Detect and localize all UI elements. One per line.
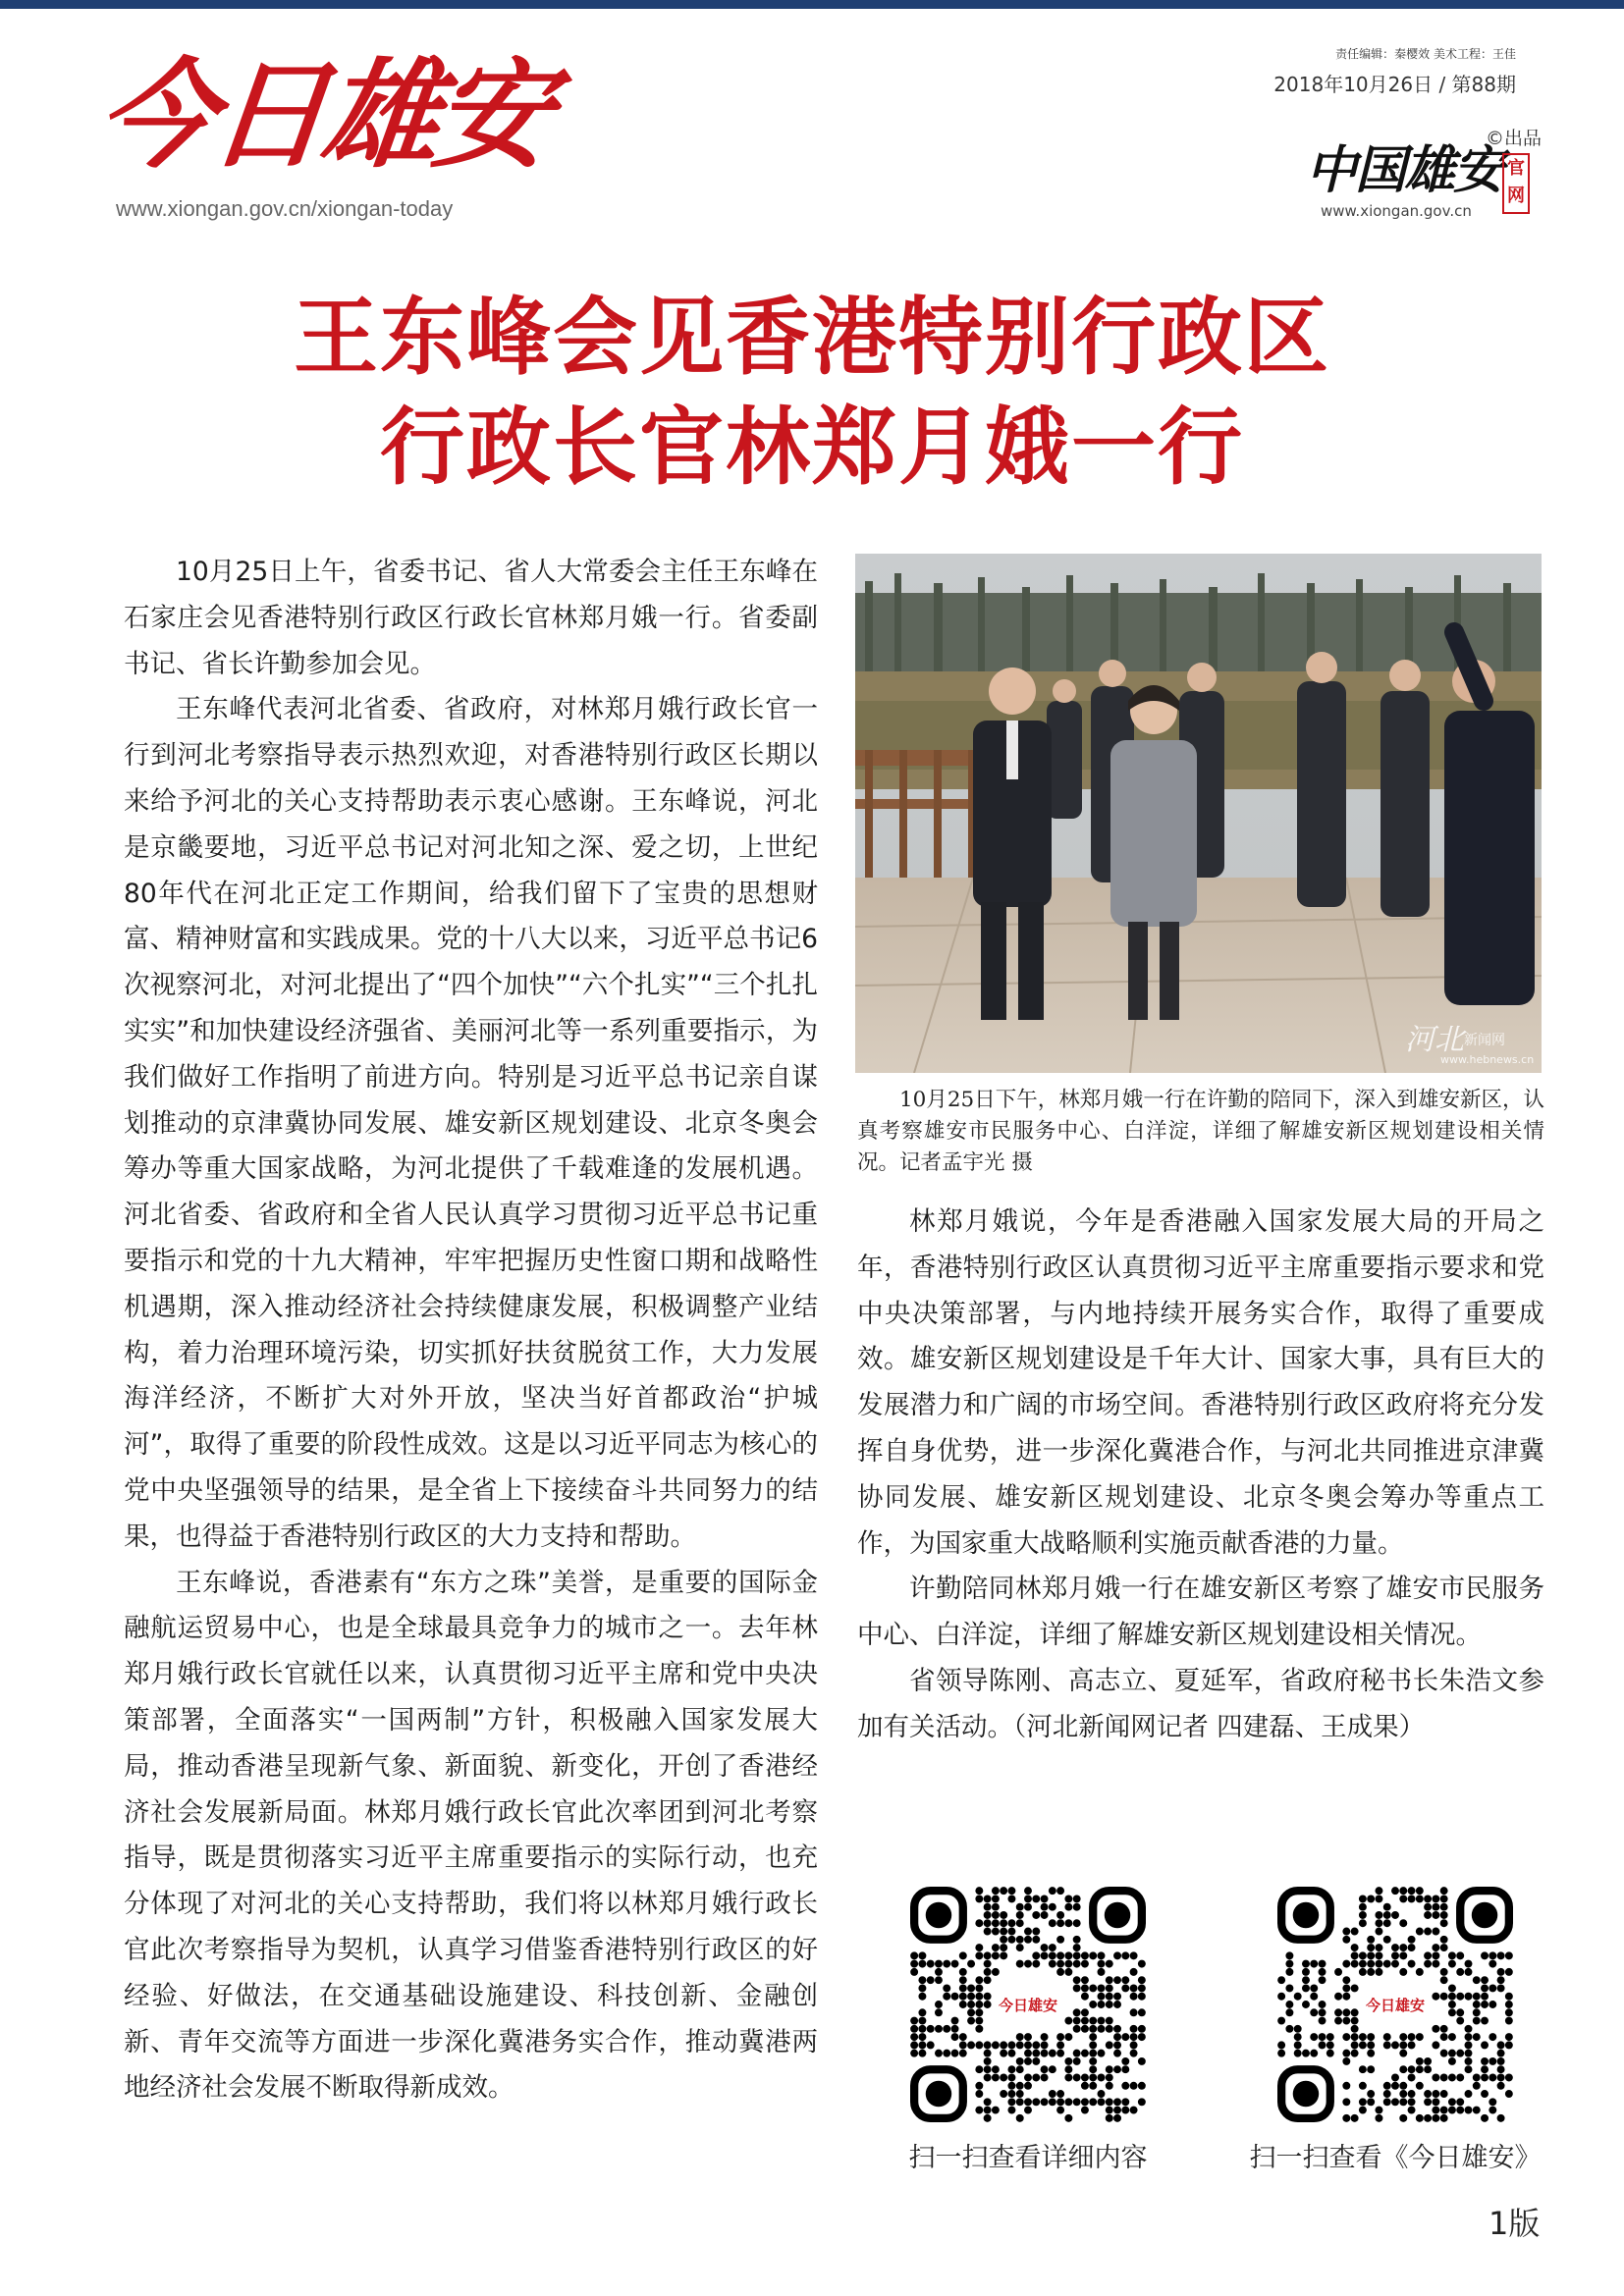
article-left-column [124, 550, 818, 2111]
photo-caption: 10月25日下午，林郑月娥一行在许勤的陪同下，深入到雄安新区，认真考察雄安市民服务中心、白洋淀，详细了解雄安新区规划建设相关情况。记者孟宇光 摄 [857, 1088, 1544, 1175]
paragraph: 王东峰代表河北省委、省政府，对林郑月娥行政长官一行到河北考察指导表示热烈欢迎，对香港特别行政区长期以来给予河北的关心支持帮助表示衷心感谢。王东峰说，河北是京畿要地，习近平总书记对河北知之深、爱之切，上世纪80年代在河北正定工作期间，给我们留下了宝贵的思想财富、精神财富和实践成果。党的十八大以来，习近平总书记6次视察河北，对河北提出了“四个加快”“六个扎实”“三个扎扎实实”和加快建设经济强省、美丽河北等一系列重要指示，为我们做好工作指明了前进方向。特别是习近平总书记亲自谋划推动的京津冀协同发展、雄安新区规划建设、北京冬奥会筹办等重大国家战略，为河北提供了千载难逢的发展机遇。河北省委、省政府和全省人民认真学习贯彻习近平总书记重要指示和党的十九大精神，牢牢把握历史性窗口期和战略性机遇期，深入推动经济社会持续健康发展，积极调整产业结构，着力治理环境污染，切实抓好扶贫脱贫工作，大力发展海洋经济，不断扩大对外开放，坚决当好首都政治“护城河”，取得了重要的阶段性成效。这是以习近平同志为核心的党中央坚强领导的结果，是全省上下接续奋斗共同努力的结果，也得益于香港特别行政区的大力支持和帮助。 [124, 694, 818, 1552]
brand-logo: 中国雄安 [1306, 140, 1503, 200]
brand-seal: 官网 [1502, 153, 1530, 214]
brand-url[interactable]: www.xiongan.gov.cn [1321, 202, 1472, 220]
photo-watermark: 河北 [1405, 1023, 1464, 1057]
news-photo [855, 554, 1542, 1073]
qr-label-today: 扫一扫查看《今日雄安》 [1249, 2143, 1542, 2173]
masthead-url[interactable]: www.xiongan.gov.cn/xiongan-today [116, 196, 454, 221]
qr-label-details: 扫一扫查看详细内容 [908, 2143, 1148, 2173]
headline-line-2: 行政长官林郑月娥一行 [380, 399, 1244, 497]
article-right-column [857, 1200, 1544, 1751]
paragraph: 省领导陈刚、高志立、夏延军，省政府秘书长朱浩文参加有关活动。（河北新闻网记者 四建磊、王成果） [857, 1665, 1544, 1742]
photo-watermark-sub: 新闻网 [1464, 1033, 1505, 1048]
photo-watermark-url: www.hebnews.cn [1440, 1053, 1535, 1066]
editors-line: 责任编辑：秦樱效 美术工程：王佳 [1335, 47, 1516, 61]
headline-line-1: 王东峰会见香港特别行政区 [294, 289, 1330, 387]
qr-center-logo: 今日雄安 [998, 1997, 1058, 2014]
paragraph: 许勤陪同林郑月娥一行在雄安新区考察了雄安市民服务中心、白洋淀，详细了解雄安新区规划建设相关情况。 [857, 1574, 1544, 1651]
headline [0, 283, 1624, 503]
qr-code-details[interactable] [910, 1887, 1146, 2122]
paragraph: 10月25日上午，省委书记、省人大常委会主任王东峰在石家庄会见香港特别行政区行政长官林郑月娥一行。省委副书记、省长许勤参加会见。 [124, 557, 818, 679]
top-color-bar [0, 0, 1624, 9]
masthead-logo: 今日雄安 [90, 46, 554, 185]
paragraph: 林郑月娥说，今年是香港融入国家发展大局的开局之年，香港特别行政区认真贯彻习近平主席重要指示要求和党中央决策部署，与内地持续开展务实合作，取得了重要成效。雄安新区规划建设是千年大计、国家大事，具有巨大的发展潜力和广阔的市场空间。香港特别行政区政府将充分发挥自身优势，进一步深化冀港合作，与河北共同推进京津冀协同发展、雄安新区规划建设、北京冬奥会筹办等重点工作，为国家重大战略顺利实施贡献香港的力量。 [857, 1206, 1544, 1559]
qr-center-logo: 今日雄安 [1365, 1997, 1426, 2014]
credit-line: ©出品 [1485, 128, 1542, 149]
issue-date: 2018年10月26日 / 第88期 [1273, 73, 1516, 96]
page-number: 1版 [1489, 2205, 1541, 2242]
qr-code-today[interactable] [1277, 1887, 1513, 2122]
paragraph: 王东峰说，香港素有“东方之珠”美誉，是重要的国际金融航运贸易中心，也是全球最具竞争力的城市之一。去年林郑月娥行政长官就任以来，认真贯彻习近平主席和党中央决策部署，全面落实“一国两制”方针，积极融入国家发展大局，推动香港呈现新气象、新面貌、新变化，开创了香港经济社会发展新局面。林郑月娥行政长官此次率团到河北考察指导，既是贯彻落实习近平主席重要指示的实际行动，也充分体现了对河北的关心支持帮助，我们将以林郑月娥行政长官此次考察指导为契机，认真学习借鉴香港特别行政区的好经验、好做法，在交通基础设施建设、科技创新、金融创新、青年交流等方面进一步深化冀港务实合作，推动冀港两地经济社会发展不断取得新成效。 [124, 1567, 818, 2104]
